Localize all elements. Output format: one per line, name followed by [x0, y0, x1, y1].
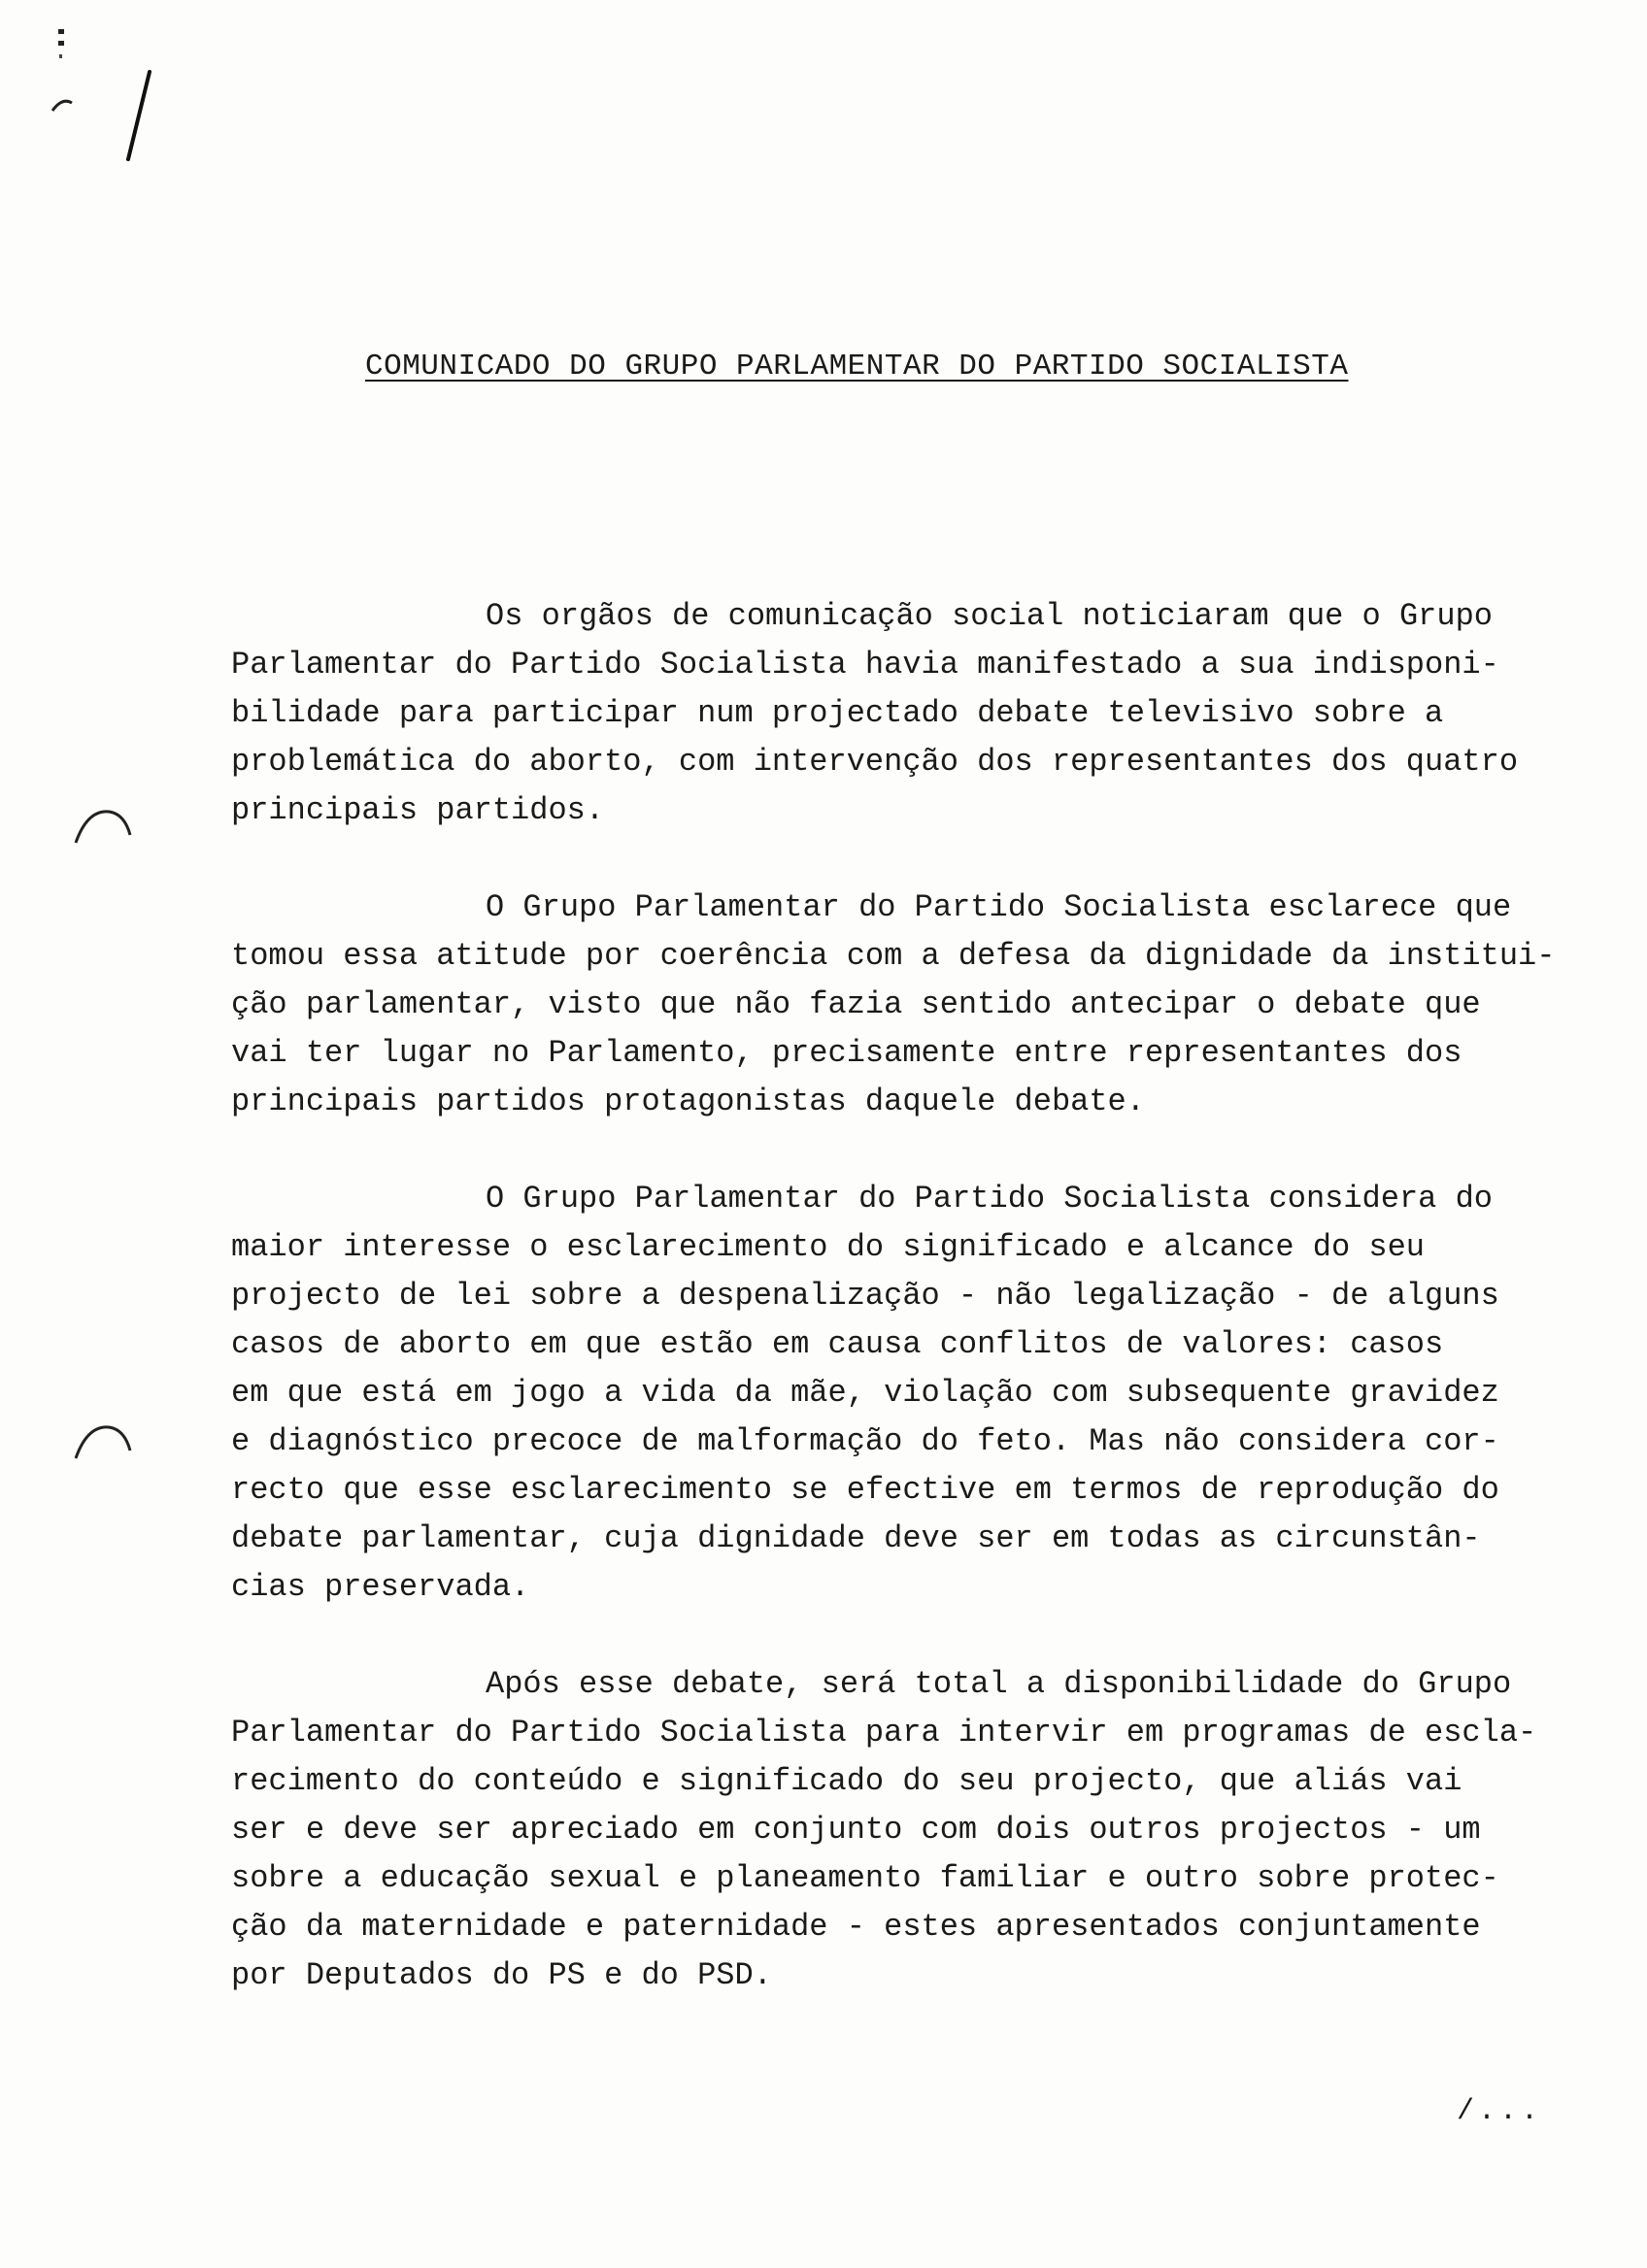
paragraph-line: problemática do aborto, com intervenção dos representantes dos quatro	[231, 744, 1519, 780]
paragraph-line: debate parlamentar, cuja dignidade deve ser em todas as circunstân-	[231, 1520, 1481, 1556]
paragraph-line: e diagnóstico precoce de malformação do feto. Mas não considera cor-	[231, 1423, 1499, 1459]
paragraph-line: O Grupo Parlamentar do Partido Socialista considera do	[486, 1181, 1493, 1217]
punch-hole-mark-bottom	[70, 1418, 138, 1466]
paragraph-line: vai ter lugar no Parlamento, precisamente entre representantes dos	[231, 1035, 1462, 1071]
paragraph-line: por Deputados do PS e do PSD.	[231, 1957, 772, 1993]
paragraph-line: bilidade para participar num projectado debate televisivo sobre a	[231, 695, 1444, 731]
paragraph-line: Parlamentar do Partido Socialista para intervir em programas de escla-	[231, 1715, 1537, 1751]
paragraph-line: projecto de lei sobre a despenalização - não legalização - de alguns	[231, 1278, 1499, 1314]
handwritten-page-mark	[120, 68, 159, 165]
paragraph-1	[231, 592, 1610, 835]
continuation-mark: /...	[1457, 2095, 1543, 2128]
paragraph-2	[231, 884, 1610, 1126]
paragraph-3	[231, 1175, 1610, 1612]
staple-marks	[54, 27, 68, 66]
margin-tick-mark	[49, 93, 87, 117]
paragraph-line: ser e deve ser apreciado em conjunto com dois outros projectos - um	[231, 1812, 1481, 1848]
paragraph-line: sobre a educação sexual e planeamento familiar e outro sobre protec-	[231, 1860, 1499, 1896]
document-title: COMUNICADO DO GRUPO PARLAMENTAR DO PARTIDO SOCIALISTA	[365, 350, 1349, 384]
paragraph-line: em que está em jogo a vida da mãe, violação com subsequente gravidez	[231, 1375, 1499, 1411]
paragraph-line: ção da maternidade e paternidade - estes apresentados conjuntamente	[231, 1909, 1481, 1945]
paragraph-line: recto que esse esclarecimento se efective em termos de reprodução do	[231, 1472, 1499, 1508]
paragraph-line: Parlamentar do Partido Socialista havia manifestado a sua indisponi-	[231, 647, 1499, 683]
paragraph-line: casos de aborto em que estão em causa conflitos de valores: casos	[231, 1326, 1444, 1362]
paragraph-line: recimento do conteúdo e significado do seu projecto, que aliás vai	[231, 1763, 1462, 1799]
paragraph-line: Após esse debate, será total a disponibilidade do Grupo	[486, 1666, 1512, 1702]
paragraph-line: cias preservada.	[231, 1569, 530, 1605]
document-body	[231, 592, 1610, 2049]
paragraph-line: Os orgãos de comunicação social noticiaram que o Grupo	[486, 598, 1493, 634]
paragraph-4	[231, 1660, 1610, 2000]
paragraph-line: ção parlamentar, visto que não fazia sentido antecipar o debate que	[231, 986, 1481, 1022]
paragraph-line: tomou essa atitude por coerência com a defesa da dignidade da institui-	[231, 938, 1556, 974]
punch-hole-mark-top	[70, 802, 138, 850]
paragraph-line: principais partidos.	[231, 792, 605, 828]
paragraph-line: maior interesse o esclarecimento do significado e alcance do seu	[231, 1229, 1425, 1265]
paragraph-line: principais partidos protagonistas daquele debate.	[231, 1084, 1145, 1119]
paragraph-line: O Grupo Parlamentar do Partido Socialista esclarece que	[486, 889, 1512, 925]
